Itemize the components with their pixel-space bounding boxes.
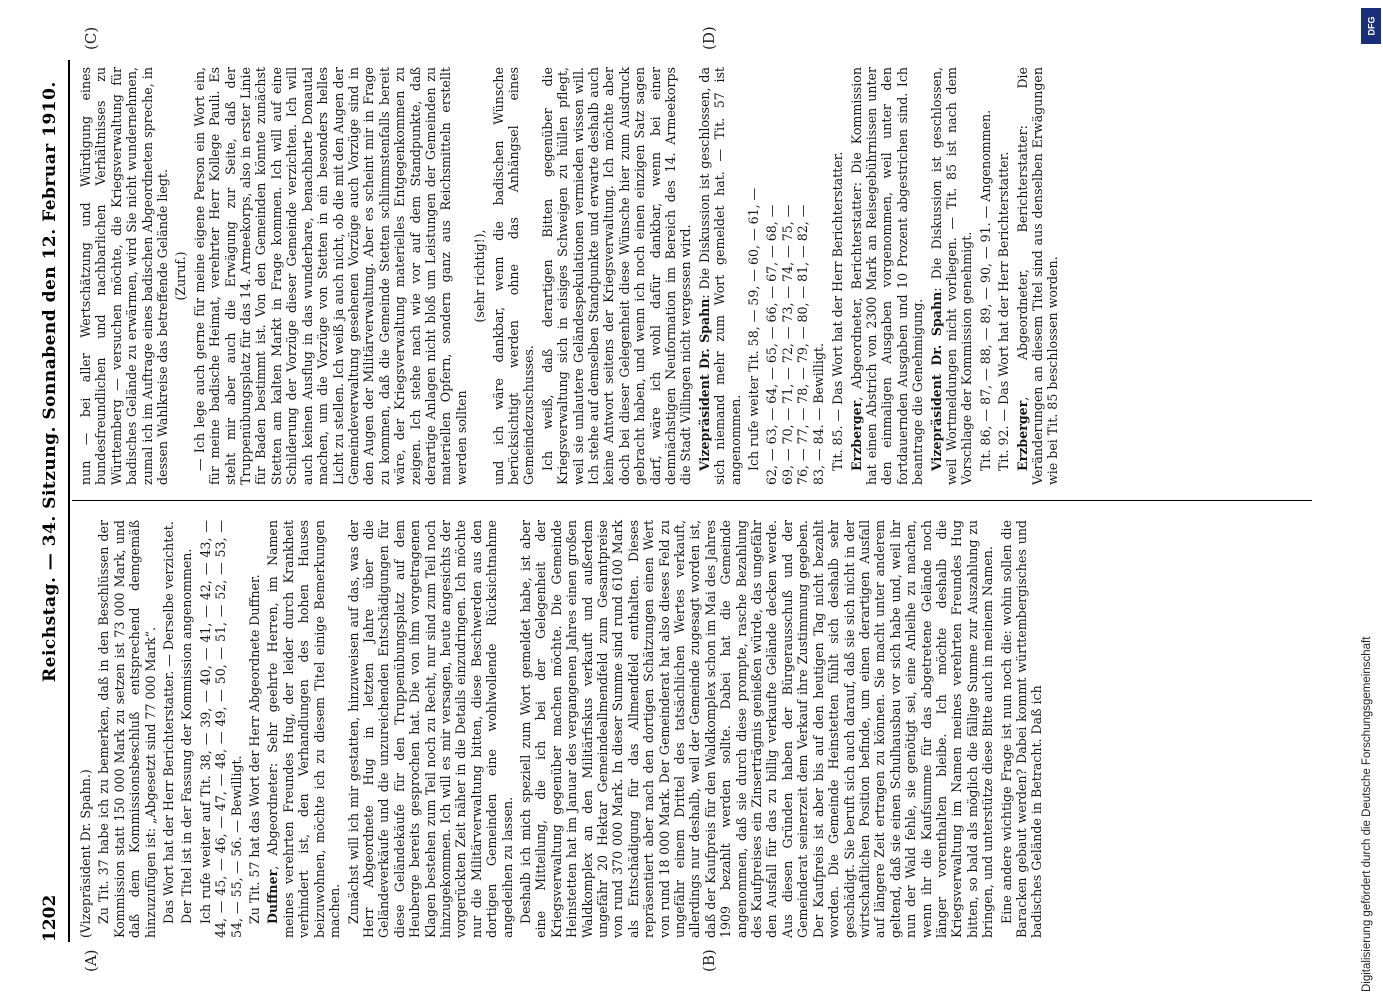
paragraph: (Vizepräsident Dr. Spahn.): [78, 769, 93, 938]
page-header: [40, 60, 66, 942]
page-number: 1202: [40, 894, 60, 942]
paragraph: Zu Tit. 57 hat das Wort der Herr Abgeordnete Duffner.: [247, 574, 263, 924]
header-rule: [68, 60, 70, 942]
digitization-note-text: Digitalisierung gefördert durch die Deutsche Forschungsgemeinschaft: [1361, 636, 1373, 992]
paragraph: Zu Tit. 37 habe ich zu bemerken, daß in den Beschlüssen der Kommission statt 150 000 Mark zu setzen ist 73 000 Mark, und daß dem Kommissionsbeschluß entsprechend demgemäß hinzuzufügen ist: „Abgesetzt sind 77 000 Mark“.: [96, 520, 158, 938]
speaker-paragraph: Erzberger, Abgeordneter, Berichterstatter: Die Kommission hat einen Abstrich von 2300 Mark an Reisegebührnissen unter den einmaligen Ausgaben vorgenommen, weil unter den fortdauernden Ausgaben und 10 Prozent abgestrichen sind. Ich beantrage die Genehmigung.: [848, 67, 926, 485]
margin-mark-d: (D): [700, 26, 718, 50]
column-divider: [72, 500, 1312, 501]
paragraph: Deshalb ich mich speziell zum Wort gemeldet habe, ist aber eine Mitteilung, die ich bei der Gelegenheit der Kriegsverwaltung gegenüber machen möchte. Die Gemeinde Heinstetten hat im Januar des vergangenen Jahres einen großen Waldkomplex an den Militärfiskus verkauft und außerdem ungefähr 20 Hektar Gemeindeallmendfeld zum Gesamtpreise von rund 370 000 Mark. In dieser Summe sind rund 6100 Mark als Entschädigung für das Allmendfeld enthalten. Dieses repräsentiert aber nach den dortigen Schätzungen einen Wert von rund 18 000 Mark. Der Gemeinderat hat also dieses Feld zu ungefähr einem Drittel des tatsächlichen Wertes verkauft, allerdings nur deshalb, weil der Gemeinde zugesagt worden ist, daß der Kaufpreis für den Waldkomplex schon im Mai des Jahres 1909 bezahlt werden sollte. Dabei hat die Gemeinde angenommen, daß sie durch diese prompte, rasche Bezahlung des Kaufpreises ein Zinserträgnis genießen würde, das ungefähr den Ausfall für das zu billig verkaufte Gelände decken werde. Aus diesen Gründen haben der Bürgerausschuß und der Gemeinderat seinerzeit dem Verkauf ihre Zustimmung gegeben. Der Kaufpreis ist aber bis auf den heutigen Tag nicht bezahlt worden. Die Gemeinde Heinstetten fühlt sich deshalb sehr geschädigt. Sie beruft sich auch darauf, daß sie sich nicht in der wirtschaftlichen Position befinde, um einen derartigen Ausfall auf längere Zeit ertragen zu können. Sie macht unter anderem geltend, daß sie einen Schulhausbau vor sich habe und, weil ihr nun der Wald fehle, sie genötigt sei, eine Anleihe zu machen, wenn ihr die Kaufsumme für das abgetretene Gelände noch länger vorenthalten bleibe. Ich möchte deshalb die Kriegsverwaltung im Namen meines verehrten Freundes Hug bitten, so bald als möglich die fällige Summe zur Auszahlung zu bringen, und unterstütze diese Bitte auch in meinem Namen.: [517, 520, 996, 938]
paragraph: Der Titel ist in der Fassung der Kommission angenommen.: [179, 548, 195, 924]
dfg-logo: [1361, 8, 1381, 44]
paragraph: und ich wäre dankbar, wenn die badischen Wünsche berücksichtigt werden ohne das Anhängsel eines Gemeindezuschusses.: [490, 67, 537, 485]
dfg-logo-text: DFG: [1366, 16, 1376, 36]
margin-mark-b: (B): [700, 949, 718, 972]
margin-mark-c: (C): [82, 26, 100, 50]
paragraph: nun — bei aller Wertschätzung und Würdigung eines bundesfreundlichen und nachbarlichen Verhältnisses zu Württemberg — versuchen möchte, die Kriegsverwaltung für badisches Gelände zu erwärmen, wird Sie nicht wundernehmen, zumal ich im Auftrage eines badischen Abgeordneten spreche, in dessen Wahlkreise das betreffende Gelände liegt.: [78, 67, 171, 485]
speaker-paragraph: Duffner, Abgeordneter: Sehr geehrte Herren, im Namen meines verehrten Freundes Hug, der leider durch Krankheit verhindert ist, den Verhandlungen des hohen Hauses beizuwohnen, möchte ich zu diesem Titel einige Bemerkungen machen.: [265, 520, 343, 938]
speaker-paragraph: Vizepräsident Dr. Spahn: Die Diskussion ist geschlossen, weil Wortmeldungen nicht vorliegen. — Tit. 85 ist nach dem Vorschlage der Kommission genehmigt.: [928, 67, 975, 485]
left-column: [78, 520, 1048, 938]
title-list: 62, — 63, — 64, — 65, — 66, — 67, — 68, — 69, — 70, — 71, — 72, — 73, — 74, — 75, — 76, — 77, — 78, — 79, — 80, — 81, — 82, — 83, — 84. — Bewilligt.: [764, 204, 826, 485]
paragraph: Ich rufe weiter auf Tit. 38, — 39, — 40, — 41, — 42, — 43, — 44, — 45, — 46, — 47, — 48, — 49, — 50, — 51, — 52, — 53, — 54, — 55, — 56. — Bewilligt.: [197, 520, 244, 938]
paragraph: Eine andere wichtige Frage ist nun noch die: wohin sollen die Baracken gebaut werden? Dabei kommt württembergisches und badisches Gelände in Betracht. Daß ich: [998, 520, 1045, 938]
paragraph: Tit. 86, — 87, — 88, — 89, — 90, — 91. — Angenommen.: [977, 109, 993, 471]
paragraph: Ich rufe weiter Tit. 58, — 59, — 60, — 61, —: [746, 187, 762, 471]
right-column: [78, 67, 1064, 485]
paragraph: Das Wort hat der Herr Berichterstatter. — Derselbe verzichtet.: [161, 521, 177, 924]
speaker-paragraph: Erzberger, Abgeordneter, Berichterstatter: Die Veränderungen an diesem Titel sind aus denselben Erwägungen wie bei Tit. 85 beschlossen worden.: [1014, 67, 1061, 485]
paragraph: Tit. 85. — Das Wort hat der Herr Berichterstatter.: [830, 151, 846, 471]
digitization-note: [1355, 8, 1379, 992]
page-title: Reichstag. — 34. Sitzung. Sonnabend den 12. Februar 1910.: [40, 81, 60, 682]
speaker-paragraph: Vizepräsident Dr. Spahn: Die Diskussion ist geschlossen, da sich niemand mehr zum Wort gemeldet hat. — Tit. 57 ist angenommen.: [696, 67, 743, 485]
interjection: (sehr richtig!),: [472, 229, 488, 323]
paragraph: Zunächst will ich mir gestatten, hinzuweisen auf das, was der Herr Abgeordnete Hug in letzten Jahre über die Geländeverkäufe und die unzureichenden Entschädigungen für diese Geländekäufe für den Truppenübungsplatz auf dem Heuberge bereits gesprochen hat. Die von ihm vorgetragenen Klagen bestehen zum Teil noch zu Recht, nur sind zum Teil noch hinzugekommen. Ich will es mir versagen, heute angesichts der vorgerückten Zeit näher in die Details einzudringen. Ich möchte nur die Militärverwaltung bitten, diese Beschwerden aus den dortigen Gemeinden eine wohlwollende Rücksichtnahme angedeihen zu lassen.: [345, 520, 515, 938]
paragraph: Tit. 92. — Das Wort hat der Herr Berichterstatter.: [996, 151, 1012, 471]
paragraph: — Ich lege auch gerne für meine eigene Person ein Wort ein, für meine badische Heimat, verehrter Herr Kollege Pauli. Es steht mir aber auch die Erwägung zur Seite, daß der Truppenübungsplatz für das 14. Armeekorps, also in erster Linie für Baden bestimmt ist. Von den Gemeinden könnte zunächst Stetten am kalten Markt in Frage kommen. Ich will auf eine Schilderung der Vorzüge dieser Gemeinde verzichten. Ich will auch keinen Ausflug in das wunderbare, benachbarte Donautal machen, um die Vorzüge von Stetten in ein besonders helles Licht zu stellen. Ich weiß ja auch nicht, ob die mit den Augen der Gemeindeverwaltung gesehenen Vorzüge auch Vorzüge sind in den Augen der Militärverwaltung. Aber es scheint mir in Frage zu kommen, daß die Gemeinde Stetten schlimmstenfalls bereit wäre, der Kriegsverwaltung materielles Entgegenkommen zu zeigen. Ich stehe nach wie vor auf dem Standpunkte, daß derartige Anlagen nicht bloß um Leistungen der Gemeinden zu materiellen Opfern, sondern ganz aus Reichsmitteln erstellt werden sollten: [191, 67, 469, 485]
margin-mark-a: (A): [82, 949, 100, 972]
interjection: (Zuruf.): [173, 251, 189, 301]
paragraph: Ich weiß, daß derartigen Bitten gegenüber die Kriegsverwaltung sich in eisiges Schweigen zu hüllen pflegt, weil sie unlautere Geländespekulationen vermieden wissen will. Ich stehe auf demselben Standpunkte und erwarte deshalb auch keine Antwort seitens der Kriegsverwaltung. Ich möchte aber doch bei dieser Gelegenheit diese Wünsche hier zum Ausdruck gebracht haben, und wenn ich noch einen einzigen Satz sagen darf, wäre ich wohl dafür dankbar, wenn bei einer demnächstigen Neuformation im Bereich des 14. Armeekorps die Stadt Villingen nicht vergessen wird.: [539, 67, 694, 485]
